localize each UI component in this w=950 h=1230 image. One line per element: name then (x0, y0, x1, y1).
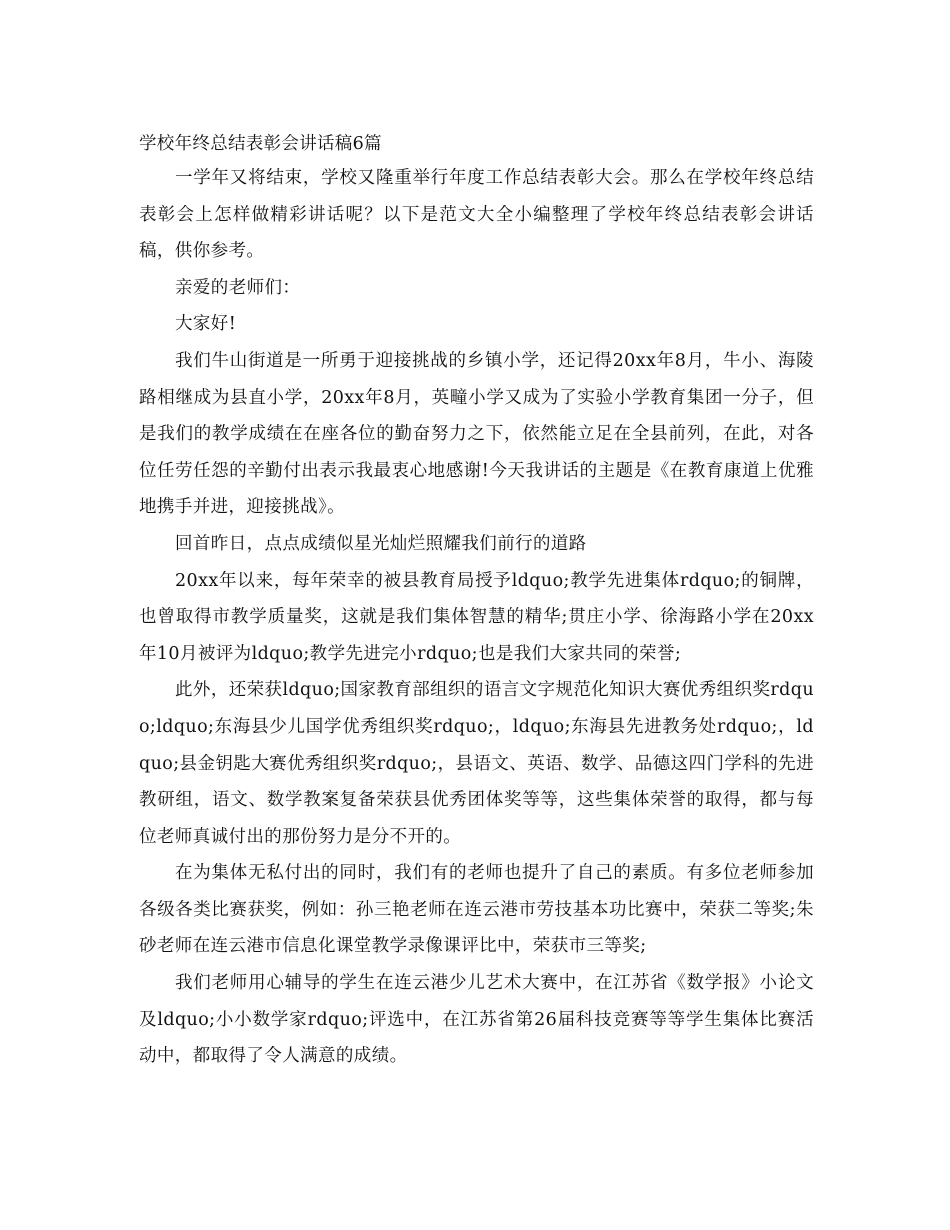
paragraph-student-achievements: 我们老师用心辅导的学生在连云港少儿艺术大赛中，在江苏省《数学报》小论文及ldquo;小小数学家rdquo;评选中，在江苏省第26届科技竞赛等等学生集体比赛活动中，都取得了令人满意的成绩。 (139, 973, 814, 1067)
document-title: 学校年终总结表彰会讲话稿6篇 (139, 134, 382, 154)
paragraph-intro: 一学年又将结束，学校又隆重举行年度工作总结表彰大会。那么在学校年终总结表彰会上怎样做精彩讲话呢？以下是范文大全小编整理了学校年终总结表彰会讲话稿，供你参考。 (139, 168, 814, 262)
paragraph-teacher-awards: 在为集体无私付出的同时，我们有的老师也提升了自己的素质。有多位老师参加各级各类比赛获奖，例如：孙三艳老师在连云港市劳技基本功比赛中，荣获二等奖;朱砂老师在连云港市信息化课堂教学录像课评比中，荣获市三等奖; (139, 863, 814, 957)
paragraph-other-honors: 此外，还荣获ldquo;国家教育部组织的语言文字规范化知识大赛优秀组织奖rdquo;ldquo;东海县少儿国学优秀组织奖rdquo;，ldquo;东海县先进教务处rdquo;，ldquo;县金钥匙大赛优秀组织奖rdquo;，县语文、英语、数学、品德这四门学科的先进教研组，语文、数学教案复备荣获县优秀团体奖等等，这些集体荣誉的取得，都与每位老师真诚付出的那份努力是分不开的。 (139, 680, 814, 847)
paragraph-greeting: 大家好! (175, 314, 237, 335)
paragraph-school-background: 我们牛山街道是一所勇于迎接挑战的乡镇小学，还记得20xx年8月，牛小、海陵路相继成为县直小学，20xx年8月，英疃小学又成为了实验小学教育集团一分子，但是我们的教学成绩在在座各位的勤奋努力之下，依然能立足在全县前列，在此，对各位任劳任怨的辛勤付出表示我最衷心地感谢!今天我讲话的主题是《在教育康道上优雅地携手并进，迎接挑战》。 (139, 350, 814, 518)
paragraph-collective-awards: 20xx年以来，每年荣幸的被县教育局授予ldquo;教学先进集体rdquo;的铜牌，也曾取得市教学质量奖，这就是我们集体智慧的精华;贯庄小学、徐海路小学在20xx年10月被评为ldquo;教学先进完小rdquo;也是我们大家共同的荣誉; (139, 570, 814, 664)
document-page (139, 128, 814, 1075)
paragraph-section-heading: 回首昨日，点点成绩似星光灿烂照耀我们前行的道路 (175, 533, 587, 554)
paragraph-salutation: 亲爱的老师们： (175, 277, 301, 298)
